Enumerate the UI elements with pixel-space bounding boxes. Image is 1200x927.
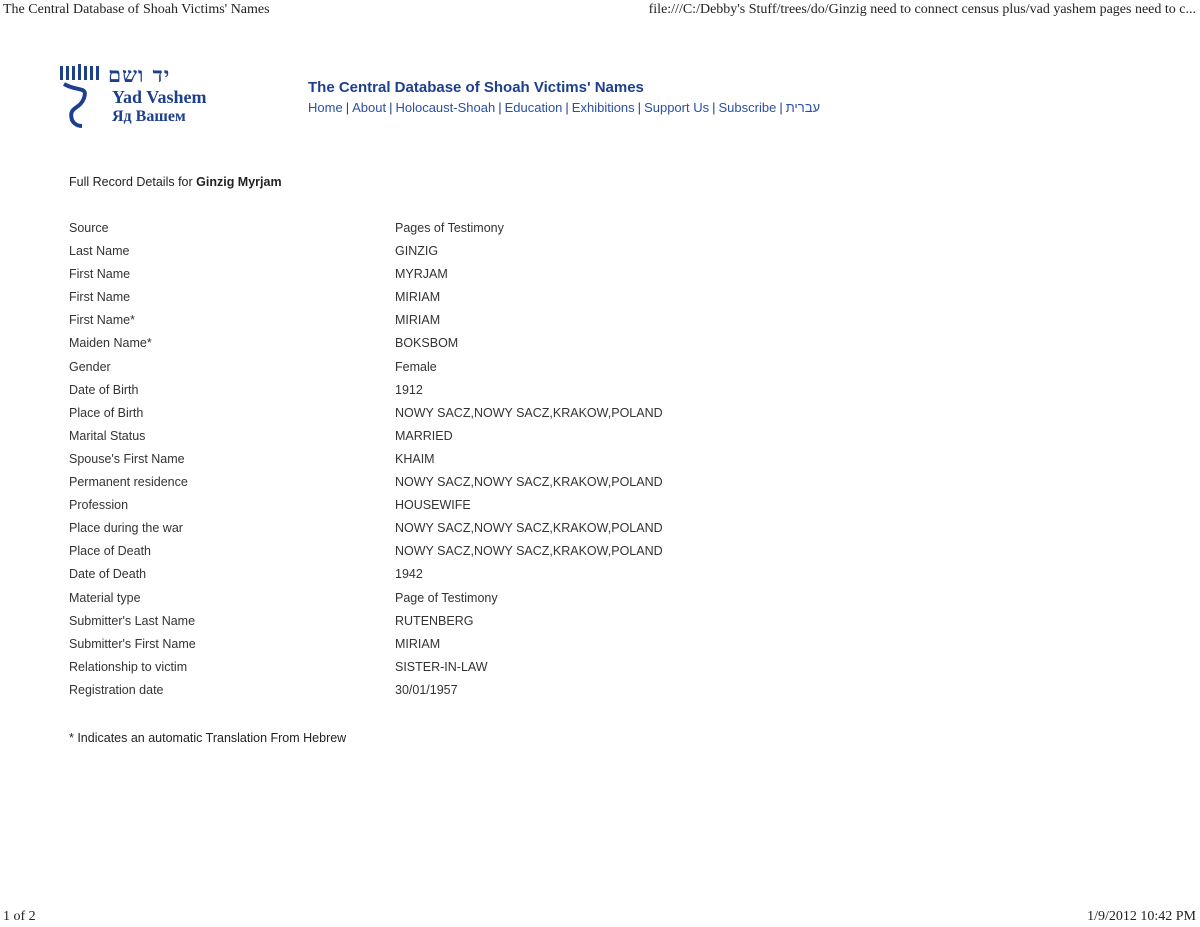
logo-english-text: Yad Vashem bbox=[112, 87, 207, 107]
nav-holocaust-shoah[interactable]: Holocaust-Shoah bbox=[395, 100, 496, 115]
record-row bbox=[69, 591, 769, 614]
field-value: HOUSEWIFE bbox=[395, 498, 471, 513]
print-file-path: file:///C:/Debby's Stuff/trees/do/Ginzig need to connect census plus/vad yashem pages need to c... bbox=[648, 2, 1196, 17]
nav-separator: | bbox=[565, 100, 569, 115]
nav-separator: | bbox=[779, 100, 783, 115]
record-heading-prefix: Full Record Details for bbox=[69, 175, 193, 189]
record-row bbox=[69, 683, 769, 706]
field-value: MIRIAM bbox=[395, 290, 441, 305]
print-page-count: 1 of 2 bbox=[3, 909, 36, 924]
field-label: Permanent residence bbox=[69, 475, 188, 490]
field-value: NOWY SACZ,NOWY SACZ,KRAKOW,POLAND bbox=[395, 521, 663, 536]
record-person-name: Ginzig Myrjam bbox=[196, 175, 282, 189]
field-label: Source bbox=[69, 221, 109, 235]
main-nav bbox=[308, 100, 820, 115]
field-value: Pages of Testimony bbox=[395, 221, 504, 235]
field-value: MYRJAM bbox=[395, 267, 448, 282]
record-row bbox=[69, 614, 769, 637]
record-row bbox=[69, 290, 769, 313]
field-value: 1912 bbox=[395, 382, 423, 397]
record-row bbox=[69, 221, 769, 244]
field-label: Date of Death bbox=[69, 567, 147, 582]
field-label: Submitter's First Name bbox=[69, 636, 196, 651]
field-label: First Name bbox=[69, 267, 131, 282]
record-row bbox=[69, 313, 769, 336]
field-value: NOWY SACZ,NOWY SACZ,KRAKOW,POLAND bbox=[395, 405, 663, 420]
field-value: MIRIAM bbox=[395, 313, 441, 328]
field-value: MIRIAM bbox=[395, 636, 441, 651]
field-label: Marital Status bbox=[69, 428, 146, 443]
field-label: Gender bbox=[69, 359, 111, 374]
field-value: BOKSBOM bbox=[395, 336, 459, 351]
field-value: KHAIM bbox=[395, 451, 435, 466]
record-row bbox=[69, 660, 769, 683]
field-label: Date of Birth bbox=[69, 382, 139, 397]
nav-support-us[interactable]: Support Us bbox=[644, 100, 710, 115]
nav-separator: | bbox=[498, 100, 502, 115]
record-row bbox=[69, 544, 769, 567]
menorah-icon bbox=[58, 62, 102, 128]
field-label: Place of Death bbox=[69, 544, 151, 559]
site-title: The Central Database of Shoah Victims' Names bbox=[308, 79, 644, 96]
field-value: Female bbox=[395, 359, 437, 374]
translation-footnote: * Indicates an automatic Translation From Hebrew bbox=[69, 731, 347, 745]
nav-education[interactable]: Education bbox=[504, 100, 563, 115]
nav-separator: | bbox=[389, 100, 393, 115]
field-label: Registration date bbox=[69, 682, 164, 697]
logo-russian-text: Яд Вашем bbox=[112, 108, 186, 125]
field-value: NOWY SACZ,NOWY SACZ,KRAKOW,POLAND bbox=[395, 475, 663, 490]
record-row bbox=[69, 383, 769, 406]
nav-hebrew[interactable]: עברית bbox=[785, 100, 821, 115]
field-label: Place of Birth bbox=[69, 405, 144, 420]
nav-home[interactable]: Home bbox=[308, 100, 343, 115]
record-heading bbox=[69, 175, 282, 189]
field-value: 1942 bbox=[395, 567, 423, 582]
record-row bbox=[69, 567, 769, 590]
field-value: 30/01/1957 bbox=[395, 682, 458, 697]
field-value: SISTER-IN-LAW bbox=[395, 659, 488, 674]
field-label: Material type bbox=[69, 590, 141, 605]
nav-exhibitions[interactable]: Exhibitions bbox=[571, 100, 635, 115]
record-row bbox=[69, 475, 769, 498]
field-label: Place during the war bbox=[69, 521, 183, 536]
field-label: Profession bbox=[69, 498, 129, 513]
record-row bbox=[69, 637, 769, 660]
nav-about[interactable]: About bbox=[352, 100, 387, 115]
logo-hebrew-text: יד ושם bbox=[108, 62, 171, 87]
field-label: Last Name bbox=[69, 244, 130, 259]
nav-separator: | bbox=[345, 100, 350, 115]
record-row bbox=[69, 429, 769, 452]
record-row bbox=[69, 336, 769, 359]
record-row bbox=[69, 244, 769, 267]
record-row bbox=[69, 267, 769, 290]
print-page-title: The Central Database of Shoah Victims' Names bbox=[3, 2, 270, 17]
field-value: NOWY SACZ,NOWY SACZ,KRAKOW,POLAND bbox=[395, 544, 663, 559]
field-value: RUTENBERG bbox=[395, 613, 474, 628]
field-label: Submitter's Last Name bbox=[69, 613, 196, 628]
nav-separator: | bbox=[712, 100, 716, 115]
field-label: Relationship to victim bbox=[69, 659, 188, 674]
record-details-table bbox=[69, 221, 769, 706]
field-value: MARRIED bbox=[395, 428, 453, 443]
field-label: Spouse's First Name bbox=[69, 451, 185, 466]
nav-subscribe[interactable]: Subscribe bbox=[718, 100, 777, 115]
yad-vashem-logo[interactable] bbox=[58, 60, 228, 130]
field-label: First Name bbox=[69, 290, 131, 305]
field-label: Maiden Name* bbox=[69, 336, 152, 351]
field-label: First Name* bbox=[69, 313, 135, 328]
field-value: GINZIG bbox=[395, 244, 439, 259]
record-row bbox=[69, 406, 769, 429]
field-value: Page of Testimony bbox=[395, 590, 498, 605]
print-timestamp: 1/9/2012 10:42 PM bbox=[1087, 909, 1196, 924]
record-row bbox=[69, 360, 769, 383]
record-row bbox=[69, 521, 769, 544]
record-row bbox=[69, 452, 769, 475]
record-row bbox=[69, 498, 769, 521]
nav-separator: | bbox=[637, 100, 642, 115]
